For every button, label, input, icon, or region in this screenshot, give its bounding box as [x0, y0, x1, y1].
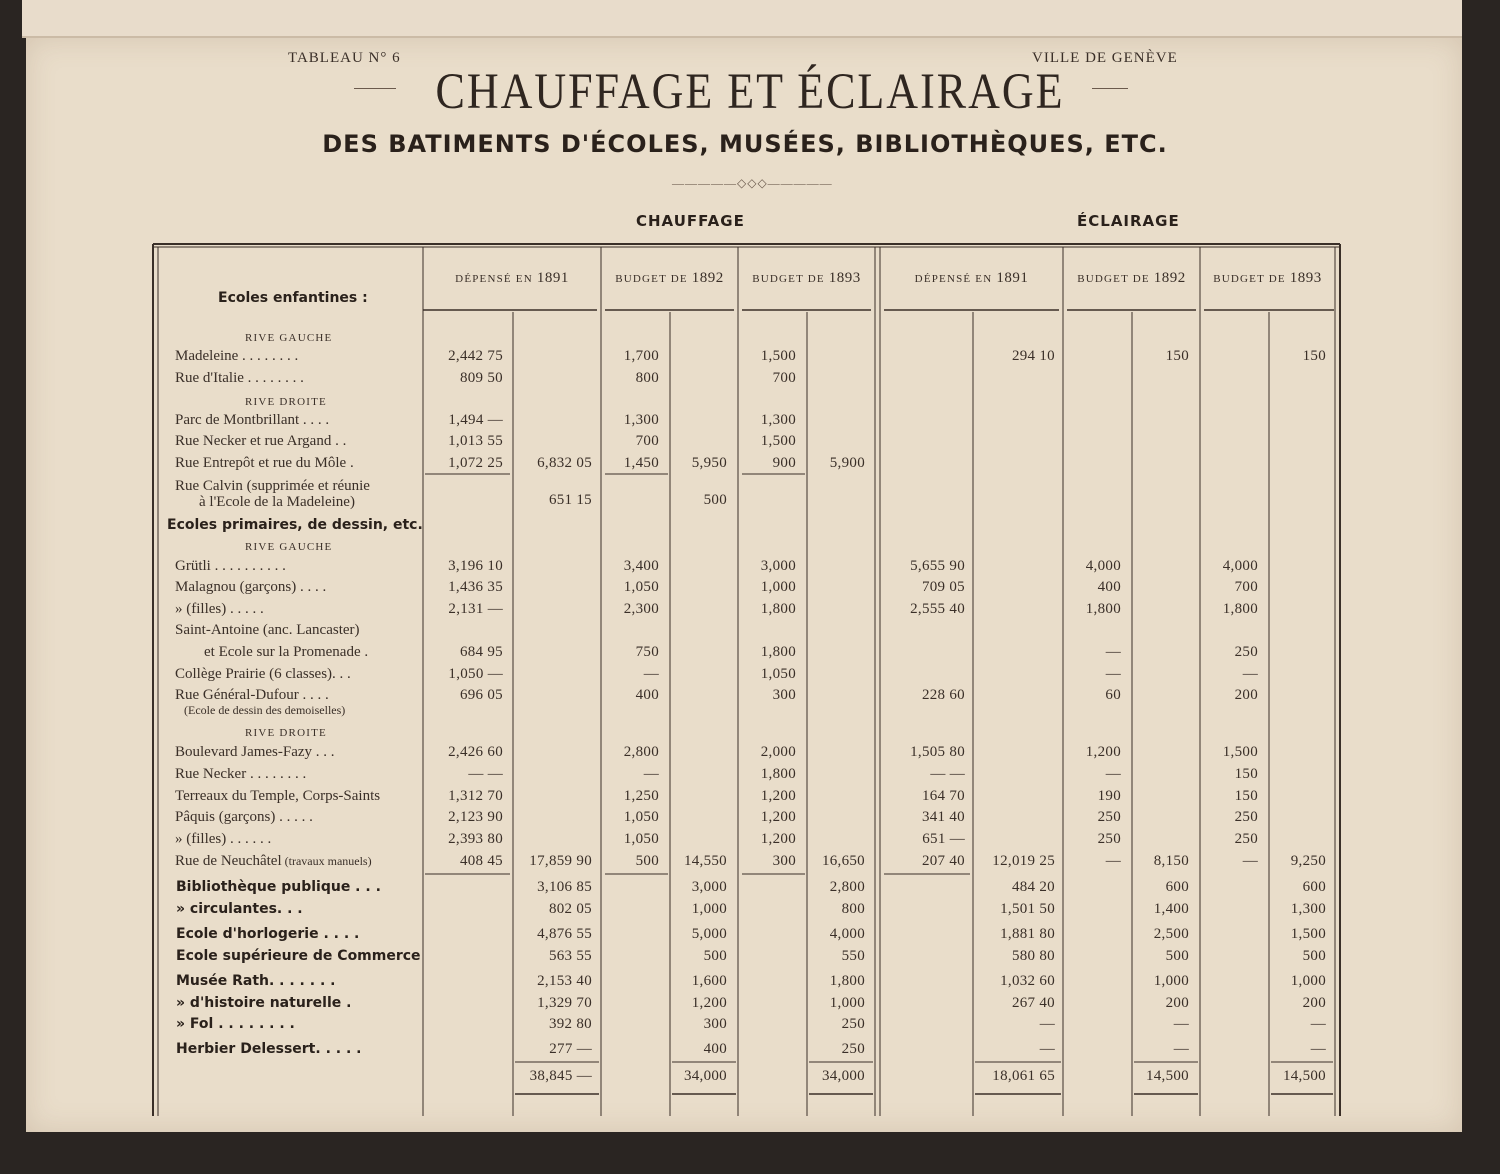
- row-label: Ecoles enfantines :: [218, 290, 368, 306]
- column-header-label: DÉPENSÉ EN: [914, 273, 993, 285]
- table-cell: 2,555 40: [910, 601, 965, 617]
- table-cell: 200: [1234, 687, 1258, 703]
- table-cell: 1,000: [760, 579, 796, 595]
- table-cell: 1,450: [623, 455, 659, 471]
- table-cell: 300: [703, 1016, 727, 1032]
- table-cell: 550: [841, 948, 865, 964]
- table-cell: 16,650: [821, 853, 865, 869]
- table-cell: 802 05: [548, 901, 592, 917]
- table-cell: —: [1242, 853, 1258, 869]
- table-cell: 1,050: [760, 666, 796, 682]
- column-header-year: 1892: [691, 270, 724, 286]
- table-cell: 5,900: [829, 455, 865, 471]
- table-cell: —: [1310, 1016, 1326, 1032]
- table-cell: 250: [1234, 644, 1258, 660]
- table-cell: 60: [1105, 687, 1121, 703]
- table-cell: 1,200: [691, 995, 727, 1011]
- table-cell: 1,050: [623, 809, 659, 825]
- table-cell: 164 70: [921, 788, 965, 804]
- table-cell: 1,000: [1290, 973, 1326, 989]
- table-cell: 1,300: [1290, 901, 1326, 917]
- table-cell: 12,019 25: [992, 853, 1055, 869]
- table-cell: 1,050: [623, 579, 659, 595]
- table-cell: 150: [1165, 348, 1189, 364]
- table-cell: 267 40: [1011, 995, 1055, 1011]
- row-label: Boulevard James-Fazy . . .: [175, 744, 335, 760]
- table-cell: —: [643, 666, 659, 682]
- row-label: Rue Calvin (supprimée et réunie: [175, 478, 370, 494]
- column-header-year: 1892: [1153, 270, 1186, 286]
- total-cell: 18,061 65: [992, 1068, 1055, 1084]
- column-header: [601, 270, 738, 287]
- column-header-label: DÉPENSÉ EN: [455, 273, 533, 285]
- table-cell: 1,072 25: [448, 455, 503, 471]
- table-cell: 1,800: [1222, 601, 1258, 617]
- table-cell: 809 50: [459, 370, 503, 386]
- total-cell: 34,000: [683, 1068, 727, 1084]
- table-cell: 500: [703, 948, 727, 964]
- row-label: Rue d'Italie . . . . . . . .: [175, 370, 304, 386]
- table-cell: 1,200: [760, 788, 796, 804]
- table-cell: 1,800: [1085, 601, 1121, 617]
- table-cell: 250: [1234, 831, 1258, 847]
- row-label: Grütli . . . . . . . . . .: [175, 558, 286, 574]
- table-cell: 800: [635, 370, 659, 386]
- column-header-label: BUDGET DE: [1077, 273, 1150, 285]
- table-cell: 1,329 70: [537, 995, 592, 1011]
- table-cell: 250: [1097, 809, 1121, 825]
- table-cell: 17,859 90: [529, 853, 592, 869]
- table-cell: 5,000: [691, 926, 727, 942]
- row-label: » (filles) . . . . . .: [175, 831, 272, 847]
- table-cell: 2,800: [623, 744, 659, 760]
- row-label: et Ecole sur la Promenade .: [204, 644, 369, 660]
- table-cell: 1,700: [623, 348, 659, 364]
- table-cell: 200: [1165, 995, 1189, 1011]
- table-cell: 150: [1302, 348, 1326, 364]
- table-cell: 250: [1097, 831, 1121, 847]
- table-cell: 1,000: [1153, 973, 1189, 989]
- row-label: Rue Général-Dufour . . . .: [175, 687, 329, 703]
- row-label: » circulantes. . .: [176, 901, 303, 917]
- table-cell: 1,500: [760, 348, 796, 364]
- table-cell: 3,000: [760, 558, 796, 574]
- row-label: » Fol . . . . . . . .: [176, 1016, 295, 1032]
- ornament-divider: —————◇◇◇—————: [672, 176, 833, 190]
- total-cell: 14,500: [1145, 1068, 1189, 1084]
- table-cell: 1,400: [1153, 901, 1189, 917]
- row-label: Malagnou (garçons) . . . .: [175, 579, 327, 595]
- table-cell: 1,050 —: [448, 666, 503, 682]
- column-header-label: BUDGET DE: [1213, 273, 1286, 285]
- table-cell: — —: [468, 766, 503, 782]
- table-cell: 408 45: [459, 853, 503, 869]
- table-cell: —: [1105, 666, 1121, 682]
- section-eclairage: ÉCLAIRAGE: [1077, 212, 1180, 230]
- table-cell: 1,000: [691, 901, 727, 917]
- table-cell: 1,501 50: [1000, 901, 1055, 917]
- row-label: RIVE GAUCHE: [245, 332, 333, 344]
- table-cell: 294 10: [1011, 348, 1055, 364]
- row-label: Terreaux du Temple, Corps-Saints: [175, 788, 381, 804]
- column-header-label: BUDGET DE: [752, 273, 825, 285]
- row-label: » (filles) . . . . .: [175, 601, 264, 617]
- table-cell: 5,655 90: [910, 558, 965, 574]
- table-cell: 2,442 75: [448, 348, 503, 364]
- table-cell: 392 80: [548, 1016, 592, 1032]
- table-cell: 6,832 05: [537, 455, 592, 471]
- table-cell: 1,494 —: [448, 412, 503, 428]
- table-cell: 651 15: [548, 492, 592, 508]
- table-cell: 1,500: [1222, 744, 1258, 760]
- column-header-year: 1891: [536, 270, 569, 286]
- table-cell: 3,000: [691, 879, 727, 895]
- total-cell: 14,500: [1282, 1068, 1326, 1084]
- row-label: Musée Rath. . . . . . .: [176, 973, 336, 989]
- table-cell: 1,300: [760, 412, 796, 428]
- row-label-continuation: à l'Ecole de la Madeleine): [199, 494, 355, 510]
- total-cell: 38,845 —: [529, 1068, 592, 1084]
- table-cell: 1,500: [1290, 926, 1326, 942]
- table-cell: 600: [1302, 879, 1326, 895]
- table-cell: 1,200: [760, 831, 796, 847]
- row-label: Pâquis (garçons) . . . . .: [175, 809, 313, 825]
- table-cell: —: [1105, 853, 1121, 869]
- table-cell: 684 95: [459, 644, 503, 660]
- column-header: [1200, 270, 1335, 287]
- table-cell: —: [643, 766, 659, 782]
- table-cell: 400: [635, 687, 659, 703]
- column-header: [1063, 270, 1200, 287]
- table-cell: 709 05: [921, 579, 965, 595]
- table-cell: —: [1310, 1041, 1326, 1057]
- table-cell: 484 20: [1011, 879, 1055, 895]
- table-cell: 400: [1097, 579, 1121, 595]
- table-cell: 4,000: [829, 926, 865, 942]
- table-cell: 250: [841, 1041, 865, 1057]
- row-label: Herbier Delessert. . . . .: [176, 1041, 362, 1057]
- table-cell: 300: [772, 687, 796, 703]
- table-cell: 4,000: [1085, 558, 1121, 574]
- column-header: [423, 270, 601, 287]
- row-label-continuation: (Ecole de dessin des demoiselles): [184, 703, 346, 717]
- table-cell: —: [1039, 1041, 1055, 1057]
- section-chauffage: CHAUFFAGE: [636, 212, 745, 230]
- row-label: Rue Necker . . . . . . . .: [175, 766, 307, 782]
- table-cell: 1,800: [760, 644, 796, 660]
- page-title: CHAUFFAGE ET ÉCLAIRAGE: [435, 63, 1065, 120]
- row-label: » d'histoire naturelle .: [176, 995, 352, 1011]
- table-cell: 600: [1165, 879, 1189, 895]
- table-cell: 341 40: [921, 809, 965, 825]
- column-header-year: 1891: [996, 270, 1029, 286]
- table-cell: 563 55: [548, 948, 592, 964]
- table-cell: —: [1242, 666, 1258, 682]
- column-header: [738, 270, 875, 287]
- table-cell: 190: [1097, 788, 1121, 804]
- tableau-number: TABLEAU N° 6: [288, 50, 401, 66]
- table-cell: 1,800: [760, 766, 796, 782]
- table-cell: 2,393 80: [448, 831, 503, 847]
- table-cell: 2,123 90: [448, 809, 503, 825]
- column-header-year: 1893: [828, 270, 861, 286]
- table-cell: —: [1105, 644, 1121, 660]
- row-label: Rue de Neuchâtel (travaux manuels): [175, 853, 372, 869]
- column-header-label: BUDGET DE: [615, 273, 688, 285]
- table-cell: 1,800: [829, 973, 865, 989]
- table-cell: 700: [772, 370, 796, 386]
- row-label: Ecoles primaires, de dessin, etc.: [167, 517, 423, 533]
- row-label: Collège Prairie (6 classes). . .: [175, 666, 351, 682]
- table-cell: 1,800: [760, 601, 796, 617]
- table-cell: 207 40: [921, 853, 965, 869]
- table-cell: 9,250: [1290, 853, 1326, 869]
- table-cell: 2,000: [760, 744, 796, 760]
- table-cell: 228 60: [921, 687, 965, 703]
- row-label: Parc de Montbrillant . . . .: [175, 412, 330, 428]
- table-cell: 1,300: [623, 412, 659, 428]
- row-label: Madeleine . . . . . . . .: [175, 348, 299, 364]
- table-cell: 4,000: [1222, 558, 1258, 574]
- table-cell: 300: [772, 853, 796, 869]
- table-cell: 400: [703, 1041, 727, 1057]
- table-cell: 1,250: [623, 788, 659, 804]
- table-cell: —: [1173, 1041, 1189, 1057]
- row-label: Rue Entrepôt et rue du Môle .: [175, 455, 354, 471]
- row-label: RIVE GAUCHE: [245, 541, 333, 553]
- table-cell: 1,000: [829, 995, 865, 1011]
- table-cell: 900: [772, 455, 796, 471]
- table-cell: 1,600: [691, 973, 727, 989]
- table-cell: 500: [703, 492, 727, 508]
- table-cell: 2,426 60: [448, 744, 503, 760]
- row-label: RIVE DROITE: [245, 727, 327, 739]
- table-cell: 750: [635, 644, 659, 660]
- table-cell: 500: [1165, 948, 1189, 964]
- row-label: Ecole d'horlogerie . . . .: [176, 926, 360, 942]
- table-cell: 2,131 —: [448, 601, 503, 617]
- row-label-note: (travaux manuels): [281, 854, 372, 868]
- table-cell: 651 —: [922, 831, 965, 847]
- table-cell: 500: [635, 853, 659, 869]
- table-cell: 3,106 85: [537, 879, 592, 895]
- table-cell: 2,800: [829, 879, 865, 895]
- table-cell: 150: [1234, 766, 1258, 782]
- total-cell: 34,000: [821, 1068, 865, 1084]
- table-cell: 1,013 55: [448, 433, 503, 449]
- table-cell: 5,950: [691, 455, 727, 471]
- table-cell: 700: [635, 433, 659, 449]
- column-header-year: 1893: [1289, 270, 1322, 286]
- table-cell: 8,150: [1153, 853, 1189, 869]
- table-cell: 2,500: [1153, 926, 1189, 942]
- row-label: Ecole supérieure de Commerce: [176, 948, 421, 964]
- table-cell: 14,550: [683, 853, 727, 869]
- table-cell: 4,876 55: [537, 926, 592, 942]
- table-cell: —: [1039, 1016, 1055, 1032]
- table-cell: 2,300: [623, 601, 659, 617]
- table-cell: 277 —: [549, 1041, 592, 1057]
- column-header: [880, 270, 1063, 287]
- table-cell: 1,050: [623, 831, 659, 847]
- table-cell: 2,153 40: [537, 973, 592, 989]
- row-label: RIVE DROITE: [245, 396, 327, 408]
- table-cell: 3,400: [623, 558, 659, 574]
- table-cell: 500: [1302, 948, 1326, 964]
- table-cell: 250: [841, 1016, 865, 1032]
- table-cell: 1,200: [760, 809, 796, 825]
- table-cell: 800: [841, 901, 865, 917]
- table-cell: 150: [1234, 788, 1258, 804]
- table-cell: 200: [1302, 995, 1326, 1011]
- table-cell: — —: [930, 766, 965, 782]
- table-cell: 1,436 35: [448, 579, 503, 595]
- table-cell: 1,881 80: [1000, 926, 1055, 942]
- table-cell: 580 80: [1011, 948, 1055, 964]
- table-cell: 1,505 80: [910, 744, 965, 760]
- table-cell: 1,312 70: [448, 788, 503, 804]
- table-cell: 700: [1234, 579, 1258, 595]
- table-cell: 696 05: [459, 687, 503, 703]
- row-label: Rue Necker et rue Argand . .: [175, 433, 347, 449]
- row-label: Saint-Antoine (anc. Lancaster): [175, 622, 360, 638]
- row-label: Bibliothèque publique . . .: [176, 879, 381, 895]
- table-cell: —: [1105, 766, 1121, 782]
- city-name: VILLE DE GENÈVE: [1032, 50, 1178, 66]
- page-subtitle: DES BATIMENTS D'ÉCOLES, MUSÉES, BIBLIOTHÈQUES, ETC.: [322, 130, 1168, 158]
- table-cell: 250: [1234, 809, 1258, 825]
- table-cell: 1,500: [760, 433, 796, 449]
- table-cell: 1,200: [1085, 744, 1121, 760]
- table-cell: 1,032 60: [1000, 973, 1055, 989]
- table-cell: 3,196 10: [448, 558, 503, 574]
- table-cell: —: [1173, 1016, 1189, 1032]
